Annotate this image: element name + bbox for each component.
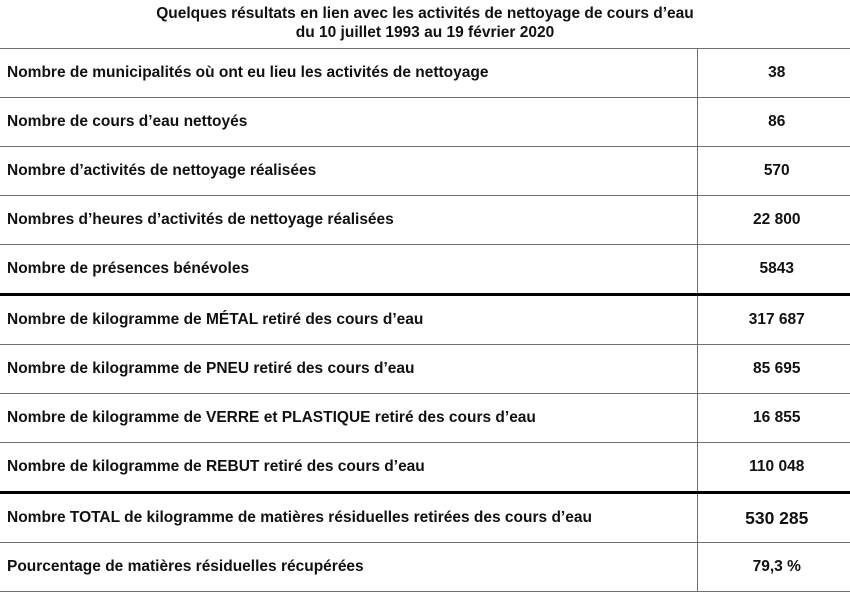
title-line-1: Quelques résultats en lien avec les activités de nettoyage de cours d’eau: [156, 5, 694, 22]
table-row: [0, 345, 850, 394]
table-row: [0, 295, 850, 345]
row-label: Nombre de cours d’eau nettoyés: [0, 98, 697, 147]
row-label: Nombre de présences bénévoles: [0, 245, 697, 295]
table-row: [0, 543, 850, 592]
row-label: Nombre de municipalités où ont eu lieu les activités de nettoyage: [0, 49, 697, 98]
row-value: 85 695: [697, 345, 850, 394]
row-value: 16 855: [697, 394, 850, 443]
row-label: Nombre d’activités de nettoyage réalisées: [0, 147, 697, 196]
row-label: Nombre de kilogramme de VERRE et PLASTIQUE retiré des cours d’eau: [0, 394, 697, 443]
table-row: [0, 394, 850, 443]
row-value: 5843: [697, 245, 850, 295]
table-row-total: [0, 493, 850, 543]
row-label: Nombre TOTAL de kilogramme de matières résiduelles retirées des cours d’eau: [0, 493, 697, 543]
table-row: [0, 443, 850, 493]
results-table: [0, 48, 850, 592]
row-value: 530 285: [697, 493, 850, 543]
row-value: 317 687: [697, 295, 850, 345]
row-value: 570: [697, 147, 850, 196]
row-label: Nombres d’heures d’activités de nettoyage réalisées: [0, 196, 697, 245]
table-row: [0, 245, 850, 295]
title-line-2: du 10 juillet 1993 au 19 février 2020: [295, 24, 555, 41]
row-value: 79,3 %: [697, 543, 850, 592]
table-row: [0, 147, 850, 196]
table-row: [0, 196, 850, 245]
row-label: Pourcentage de matières résiduelles récupérées: [0, 543, 697, 592]
row-value: 86: [697, 98, 850, 147]
table-row: [0, 49, 850, 98]
table-title: [0, 4, 850, 42]
row-value: 110 048: [697, 443, 850, 493]
row-value: 38: [697, 49, 850, 98]
row-label: Nombre de kilogramme de PNEU retiré des cours d’eau: [0, 345, 697, 394]
table-row: [0, 98, 850, 147]
row-label: Nombre de kilogramme de REBUT retiré des cours d’eau: [0, 443, 697, 493]
row-label: Nombre de kilogramme de MÉTAL retiré des cours d’eau: [0, 295, 697, 345]
row-value: 22 800: [697, 196, 850, 245]
